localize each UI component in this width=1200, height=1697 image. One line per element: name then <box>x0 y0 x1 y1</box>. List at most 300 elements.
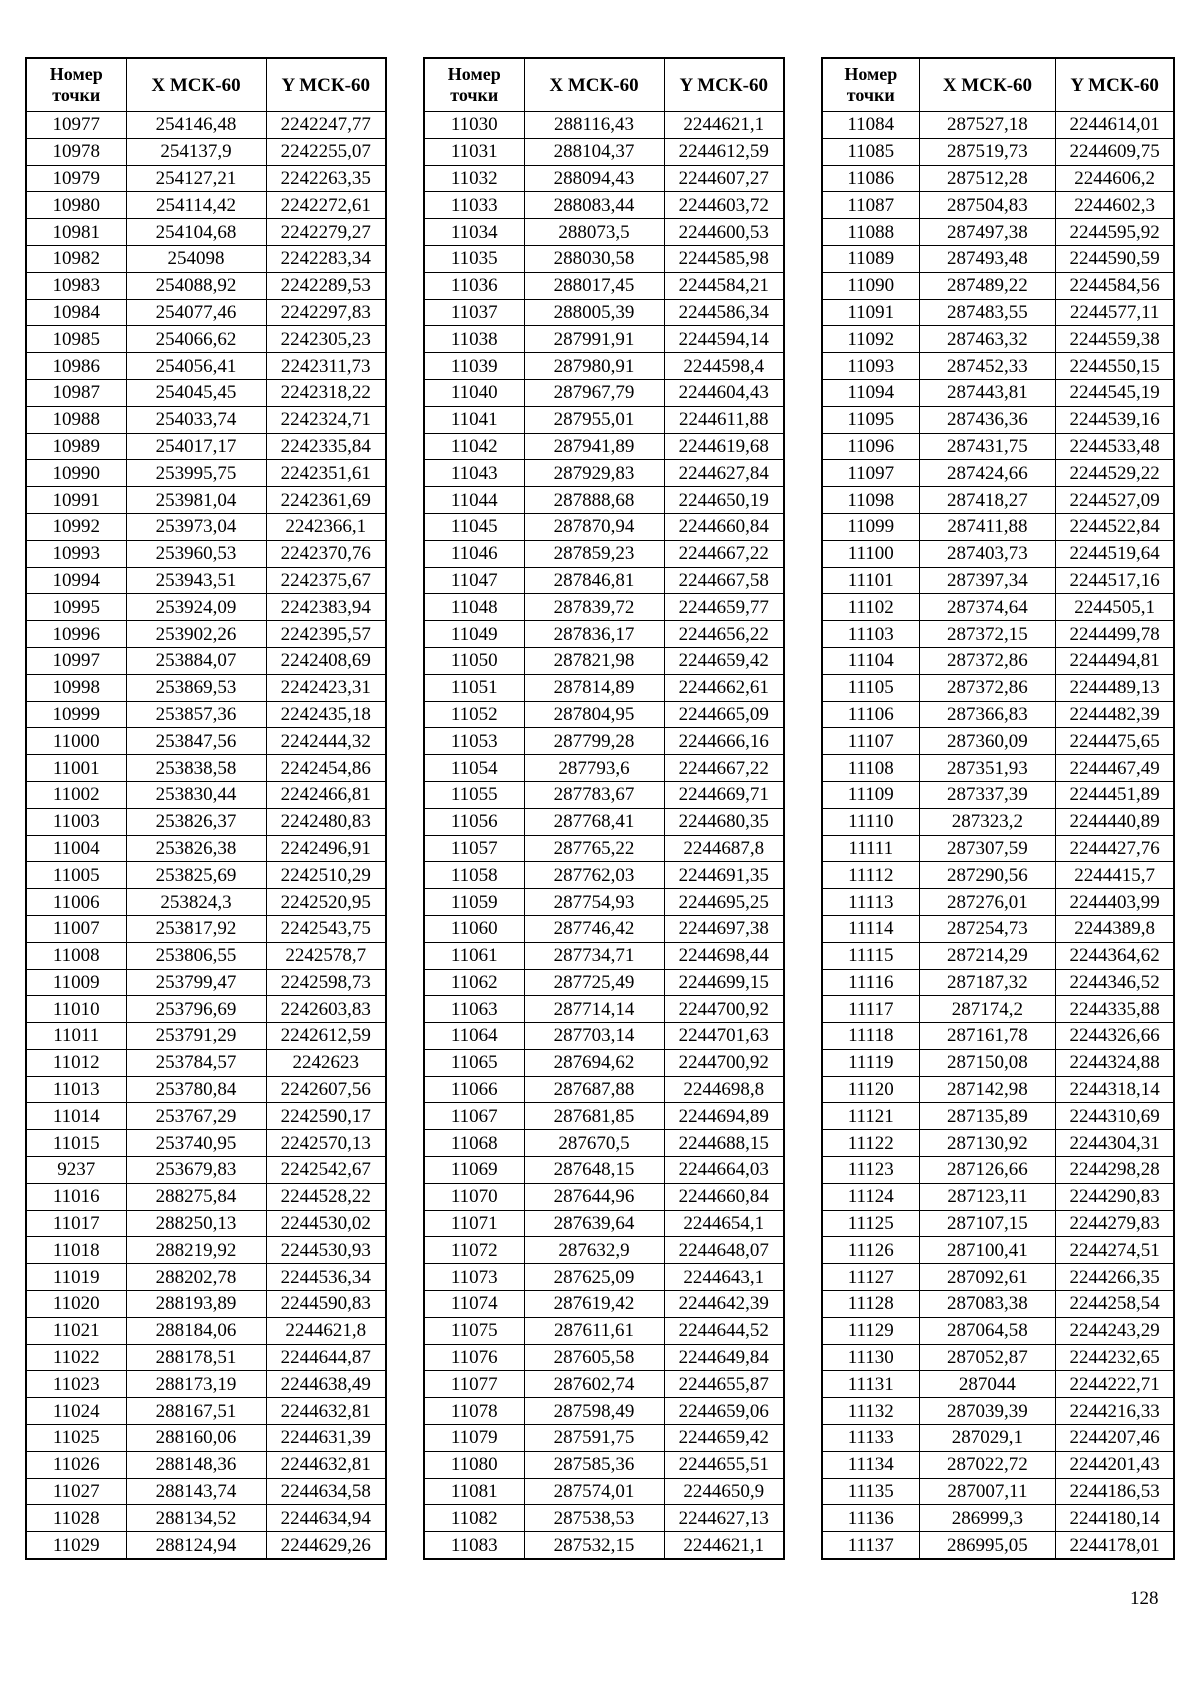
point-number-cell: 11069 <box>424 1157 524 1184</box>
y-coordinate-cell: 2244298,28 <box>1056 1157 1174 1184</box>
x-coordinate-cell: 287372,86 <box>919 674 1056 701</box>
table-row <box>424 755 784 782</box>
x-coordinate-cell: 287512,28 <box>919 165 1056 192</box>
table-row <box>26 889 386 916</box>
coordinate-table-3 <box>821 57 1175 1560</box>
point-number-cell: 11049 <box>424 621 524 648</box>
y-coordinate-cell: 2244243,29 <box>1056 1317 1174 1344</box>
x-coordinate-cell: 288193,89 <box>126 1291 266 1318</box>
x-coordinate-cell: 288073,5 <box>524 219 664 246</box>
y-coordinate-cell: 2244680,35 <box>664 808 784 835</box>
point-number-cell: 11034 <box>424 219 524 246</box>
table-row <box>424 219 784 246</box>
point-number-cell: 10998 <box>26 674 126 701</box>
y-coordinate-cell: 2244627,13 <box>664 1505 784 1532</box>
point-number-cell: 11127 <box>822 1264 919 1291</box>
table-row <box>26 1237 386 1264</box>
x-coordinate-cell: 253784,57 <box>126 1049 266 1076</box>
point-number-cell: 11057 <box>424 835 524 862</box>
y-coordinate-cell: 2244527,09 <box>1056 487 1174 514</box>
x-coordinate-cell: 287611,61 <box>524 1317 664 1344</box>
x-coordinate-cell: 253780,84 <box>126 1076 266 1103</box>
header-x: X МСК-60 <box>524 58 664 112</box>
y-coordinate-cell: 2244698,8 <box>664 1076 784 1103</box>
y-coordinate-cell: 2244346,52 <box>1056 969 1174 996</box>
table-row <box>822 1264 1174 1291</box>
x-coordinate-cell: 287431,75 <box>919 433 1056 460</box>
table-row <box>424 1425 784 1452</box>
table-row <box>26 1371 386 1398</box>
table-row <box>424 942 784 969</box>
y-coordinate-cell: 2244699,15 <box>664 969 784 996</box>
point-number-cell: 11037 <box>424 299 524 326</box>
y-coordinate-cell: 2244519,64 <box>1056 540 1174 567</box>
x-coordinate-cell: 287135,89 <box>919 1103 1056 1130</box>
x-coordinate-cell: 287694,62 <box>524 1049 664 1076</box>
x-coordinate-cell: 286995,05 <box>919 1532 1056 1559</box>
point-number-cell: 11007 <box>26 915 126 942</box>
y-coordinate-cell: 2244688,15 <box>664 1130 784 1157</box>
table-row <box>424 728 784 755</box>
point-number-cell: 10984 <box>26 299 126 326</box>
y-coordinate-cell: 2244629,26 <box>266 1532 386 1559</box>
y-coordinate-cell: 2244304,31 <box>1056 1130 1174 1157</box>
table-row <box>424 1478 784 1505</box>
point-number-cell: 11107 <box>822 728 919 755</box>
point-number-cell: 11039 <box>424 353 524 380</box>
x-coordinate-cell: 253869,53 <box>126 674 266 701</box>
point-number-cell: 10986 <box>26 353 126 380</box>
point-number-cell: 11033 <box>424 192 524 219</box>
x-coordinate-cell: 287980,91 <box>524 353 664 380</box>
table-row <box>822 460 1174 487</box>
point-number-cell: 11136 <box>822 1505 919 1532</box>
point-number-cell: 11096 <box>822 433 919 460</box>
y-coordinate-cell: 2244621,1 <box>664 112 784 139</box>
x-coordinate-cell: 287687,88 <box>524 1076 664 1103</box>
point-number-cell: 11111 <box>822 835 919 862</box>
table-row <box>26 1451 386 1478</box>
x-coordinate-cell: 287888,68 <box>524 487 664 514</box>
point-number-cell: 11003 <box>26 808 126 835</box>
point-number-cell: 11087 <box>822 192 919 219</box>
point-number-cell: 11038 <box>424 326 524 353</box>
header-y: Y МСК-60 <box>664 58 784 112</box>
point-number-cell: 11068 <box>424 1130 524 1157</box>
coordinate-table-2 <box>423 57 785 1560</box>
table-row <box>26 1049 386 1076</box>
x-coordinate-cell: 288116,43 <box>524 112 664 139</box>
x-coordinate-cell: 253838,58 <box>126 755 266 782</box>
table-row <box>822 1210 1174 1237</box>
y-coordinate-cell: 2244326,66 <box>1056 1023 1174 1050</box>
y-coordinate-cell: 2244545,19 <box>1056 379 1174 406</box>
table-row <box>822 674 1174 701</box>
table-row <box>822 245 1174 272</box>
y-coordinate-cell: 2244691,35 <box>664 862 784 889</box>
point-number-cell: 11012 <box>26 1049 126 1076</box>
point-number-cell: 11058 <box>424 862 524 889</box>
y-coordinate-cell: 2244594,14 <box>664 326 784 353</box>
x-coordinate-cell: 253826,37 <box>126 808 266 835</box>
x-coordinate-cell: 287605,58 <box>524 1344 664 1371</box>
point-number-cell: 11098 <box>822 487 919 514</box>
table-row <box>424 1317 784 1344</box>
table-row <box>822 1183 1174 1210</box>
point-number-cell: 11030 <box>424 112 524 139</box>
point-number-cell: 11129 <box>822 1317 919 1344</box>
x-coordinate-cell: 253830,44 <box>126 781 266 808</box>
table-row <box>424 272 784 299</box>
y-coordinate-cell: 2244207,46 <box>1056 1425 1174 1452</box>
y-coordinate-cell: 2244530,93 <box>266 1237 386 1264</box>
table-row <box>26 487 386 514</box>
y-coordinate-cell: 2244201,43 <box>1056 1451 1174 1478</box>
x-coordinate-cell: 287639,64 <box>524 1210 664 1237</box>
table-row <box>424 433 784 460</box>
point-number-cell: 11059 <box>424 889 524 916</box>
y-coordinate-cell: 2244180,14 <box>1056 1505 1174 1532</box>
table-row <box>822 540 1174 567</box>
point-number-cell: 11077 <box>424 1371 524 1398</box>
table-row <box>26 460 386 487</box>
x-coordinate-cell: 254045,45 <box>126 379 266 406</box>
x-coordinate-cell: 253995,75 <box>126 460 266 487</box>
point-number-cell: 11055 <box>424 781 524 808</box>
y-coordinate-cell: 2242598,73 <box>266 969 386 996</box>
table-row <box>424 299 784 326</box>
x-coordinate-cell: 288017,45 <box>524 272 664 299</box>
point-number-cell: 11048 <box>424 594 524 621</box>
x-coordinate-cell: 287443,81 <box>919 379 1056 406</box>
point-number-cell: 10991 <box>26 487 126 514</box>
table-row <box>822 1425 1174 1452</box>
point-number-cell: 11064 <box>424 1023 524 1050</box>
x-coordinate-cell: 254088,92 <box>126 272 266 299</box>
x-coordinate-cell: 287804,95 <box>524 701 664 728</box>
table-row <box>26 969 386 996</box>
y-coordinate-cell: 2244666,16 <box>664 728 784 755</box>
table-row <box>424 1210 784 1237</box>
table-row <box>424 513 784 540</box>
x-coordinate-cell: 253902,26 <box>126 621 266 648</box>
y-coordinate-cell: 2244659,42 <box>664 647 784 674</box>
y-coordinate-cell: 2244642,39 <box>664 1291 784 1318</box>
x-coordinate-cell: 253981,04 <box>126 487 266 514</box>
y-coordinate-cell: 2244584,21 <box>664 272 784 299</box>
table-row <box>822 326 1174 353</box>
table-row <box>424 1264 784 1291</box>
point-number-cell: 11022 <box>26 1344 126 1371</box>
x-coordinate-cell: 288030,58 <box>524 245 664 272</box>
y-coordinate-cell: 2242454,86 <box>266 755 386 782</box>
point-number-cell: 10990 <box>26 460 126 487</box>
table-row <box>822 1371 1174 1398</box>
x-coordinate-cell: 253767,29 <box>126 1103 266 1130</box>
point-number-cell: 11005 <box>26 862 126 889</box>
table-row <box>822 192 1174 219</box>
table-row <box>26 219 386 246</box>
y-coordinate-cell: 2244664,03 <box>664 1157 784 1184</box>
y-coordinate-cell: 2242335,84 <box>266 433 386 460</box>
y-coordinate-cell: 2244612,59 <box>664 138 784 165</box>
table-row <box>822 1344 1174 1371</box>
y-coordinate-cell: 2244324,88 <box>1056 1049 1174 1076</box>
table-row <box>424 540 784 567</box>
y-coordinate-cell: 2244654,1 <box>664 1210 784 1237</box>
point-number-cell: 11132 <box>822 1398 919 1425</box>
table-row <box>822 621 1174 648</box>
x-coordinate-cell: 287323,2 <box>919 808 1056 835</box>
point-number-cell: 11051 <box>424 674 524 701</box>
table-row <box>26 594 386 621</box>
y-coordinate-cell: 2244335,88 <box>1056 996 1174 1023</box>
y-coordinate-cell: 2244290,83 <box>1056 1183 1174 1210</box>
table-row <box>822 567 1174 594</box>
x-coordinate-cell: 287276,01 <box>919 889 1056 916</box>
x-coordinate-cell: 287489,22 <box>919 272 1056 299</box>
y-coordinate-cell: 2242383,94 <box>266 594 386 621</box>
y-coordinate-cell: 2244590,83 <box>266 1291 386 1318</box>
y-coordinate-cell: 2242247,77 <box>266 112 386 139</box>
table-row <box>26 1398 386 1425</box>
table-row <box>424 1371 784 1398</box>
table-row <box>424 192 784 219</box>
x-coordinate-cell: 288083,44 <box>524 192 664 219</box>
y-coordinate-cell: 2244364,62 <box>1056 942 1174 969</box>
point-number-cell: 11045 <box>424 513 524 540</box>
y-coordinate-cell: 2244659,06 <box>664 1398 784 1425</box>
x-coordinate-cell: 253924,09 <box>126 594 266 621</box>
point-number-cell: 10978 <box>26 138 126 165</box>
point-number-cell: 10982 <box>26 245 126 272</box>
x-coordinate-cell: 287734,71 <box>524 942 664 969</box>
point-number-cell: 11125 <box>822 1210 919 1237</box>
table-row <box>822 1049 1174 1076</box>
point-number-cell: 11075 <box>424 1317 524 1344</box>
x-coordinate-cell: 253791,29 <box>126 1023 266 1050</box>
table-row <box>822 1103 1174 1130</box>
x-coordinate-cell: 287836,17 <box>524 621 664 648</box>
table-row <box>424 1183 784 1210</box>
y-coordinate-cell: 2244178,01 <box>1056 1532 1174 1559</box>
point-number-cell: 11002 <box>26 781 126 808</box>
x-coordinate-cell: 253857,36 <box>126 701 266 728</box>
x-coordinate-cell: 287092,61 <box>919 1264 1056 1291</box>
table-row <box>424 621 784 648</box>
y-coordinate-cell: 2242272,61 <box>266 192 386 219</box>
y-coordinate-cell: 2242496,91 <box>266 835 386 862</box>
y-coordinate-cell: 2244662,61 <box>664 674 784 701</box>
y-coordinate-cell: 2242255,07 <box>266 138 386 165</box>
table-row <box>822 138 1174 165</box>
table-row <box>822 1291 1174 1318</box>
x-coordinate-cell: 287418,27 <box>919 487 1056 514</box>
table-row <box>26 433 386 460</box>
table-row <box>822 808 1174 835</box>
x-coordinate-cell: 287022,72 <box>919 1451 1056 1478</box>
point-number-cell: 11112 <box>822 862 919 889</box>
x-coordinate-cell: 287351,93 <box>919 755 1056 782</box>
y-coordinate-cell: 2244598,4 <box>664 353 784 380</box>
y-coordinate-cell: 2242297,83 <box>266 299 386 326</box>
x-coordinate-cell: 287967,79 <box>524 379 664 406</box>
y-coordinate-cell: 2242570,13 <box>266 1130 386 1157</box>
table-row <box>822 915 1174 942</box>
table-row <box>822 781 1174 808</box>
point-number-cell: 10980 <box>26 192 126 219</box>
x-coordinate-cell: 287619,42 <box>524 1291 664 1318</box>
point-number-cell: 11013 <box>26 1076 126 1103</box>
point-number-cell: 11126 <box>822 1237 919 1264</box>
point-number-cell: 11079 <box>424 1425 524 1452</box>
y-coordinate-cell: 2244638,49 <box>266 1371 386 1398</box>
page-number: 128 <box>1130 1588 1159 1609</box>
y-coordinate-cell: 2244698,44 <box>664 942 784 969</box>
y-coordinate-cell: 2242480,83 <box>266 808 386 835</box>
table-row <box>822 835 1174 862</box>
table-row <box>26 1023 386 1050</box>
point-number-cell: 11042 <box>424 433 524 460</box>
point-number-cell: 11109 <box>822 781 919 808</box>
point-number-cell: 11080 <box>424 1451 524 1478</box>
table-row <box>26 1317 386 1344</box>
point-number-cell: 11083 <box>424 1532 524 1559</box>
y-coordinate-cell: 2244659,42 <box>664 1425 784 1452</box>
point-number-cell: 11061 <box>424 942 524 969</box>
table-row <box>424 353 784 380</box>
table-row <box>26 165 386 192</box>
point-number-cell: 11074 <box>424 1291 524 1318</box>
x-coordinate-cell: 287859,23 <box>524 540 664 567</box>
point-number-cell: 11084 <box>822 112 919 139</box>
table-row <box>822 1478 1174 1505</box>
point-number-cell: 11028 <box>26 1505 126 1532</box>
x-coordinate-cell: 287955,01 <box>524 406 664 433</box>
x-coordinate-cell: 288250,13 <box>126 1210 266 1237</box>
table-row <box>26 1505 386 1532</box>
header-x: X МСК-60 <box>126 58 266 112</box>
point-number-cell: 10999 <box>26 701 126 728</box>
table-row <box>424 781 784 808</box>
y-coordinate-cell: 2244604,43 <box>664 379 784 406</box>
y-coordinate-cell: 2242542,67 <box>266 1157 386 1184</box>
point-number-cell: 10981 <box>26 219 126 246</box>
point-number-cell: 11015 <box>26 1130 126 1157</box>
y-coordinate-cell: 2244529,22 <box>1056 460 1174 487</box>
point-number-cell: 11089 <box>822 245 919 272</box>
point-number-cell: 11043 <box>424 460 524 487</box>
y-coordinate-cell: 2244667,58 <box>664 567 784 594</box>
point-number-cell: 11102 <box>822 594 919 621</box>
point-number-cell: 11137 <box>822 1532 919 1559</box>
x-coordinate-cell: 288124,94 <box>126 1532 266 1559</box>
x-coordinate-cell: 288202,78 <box>126 1264 266 1291</box>
x-coordinate-cell: 287452,33 <box>919 353 1056 380</box>
table-row <box>424 1049 784 1076</box>
point-number-cell: 11113 <box>822 889 919 916</box>
y-coordinate-cell: 2244660,84 <box>664 1183 784 1210</box>
y-coordinate-cell: 2244701,63 <box>664 1023 784 1050</box>
point-number-cell: 11004 <box>26 835 126 862</box>
y-coordinate-cell: 2244611,88 <box>664 406 784 433</box>
y-coordinate-cell: 2244649,84 <box>664 1344 784 1371</box>
point-number-cell: 11092 <box>822 326 919 353</box>
y-coordinate-cell: 2244644,52 <box>664 1317 784 1344</box>
table-row <box>26 1183 386 1210</box>
x-coordinate-cell: 253679,83 <box>126 1157 266 1184</box>
point-number-cell: 11041 <box>424 406 524 433</box>
x-coordinate-cell: 287644,96 <box>524 1183 664 1210</box>
x-coordinate-cell: 254098 <box>126 245 266 272</box>
y-coordinate-cell: 2244440,89 <box>1056 808 1174 835</box>
table-row <box>822 353 1174 380</box>
x-coordinate-cell: 287397,34 <box>919 567 1056 594</box>
point-number-cell: 11032 <box>424 165 524 192</box>
table-row <box>26 272 386 299</box>
point-number-cell: 11131 <box>822 1371 919 1398</box>
point-number-cell: 11010 <box>26 996 126 1023</box>
y-coordinate-cell: 2244606,2 <box>1056 165 1174 192</box>
table-row <box>26 299 386 326</box>
point-number-cell: 11095 <box>822 406 919 433</box>
table-row <box>26 647 386 674</box>
table-row <box>26 1130 386 1157</box>
header-point-number: Номер точки <box>424 58 524 112</box>
table-row <box>26 1344 386 1371</box>
y-coordinate-cell: 2244467,49 <box>1056 755 1174 782</box>
y-coordinate-cell: 2244700,92 <box>664 996 784 1023</box>
x-coordinate-cell: 254127,21 <box>126 165 266 192</box>
y-coordinate-cell: 2244482,39 <box>1056 701 1174 728</box>
x-coordinate-cell: 287436,36 <box>919 406 1056 433</box>
x-coordinate-cell: 288160,06 <box>126 1425 266 1452</box>
table-row <box>26 701 386 728</box>
table-row <box>822 942 1174 969</box>
y-coordinate-cell: 2244533,48 <box>1056 433 1174 460</box>
x-coordinate-cell: 287625,09 <box>524 1264 664 1291</box>
point-number-cell: 11121 <box>822 1103 919 1130</box>
y-coordinate-cell: 2244427,76 <box>1056 835 1174 862</box>
table-row <box>26 353 386 380</box>
point-number-cell: 10977 <box>26 112 126 139</box>
y-coordinate-cell: 2242370,76 <box>266 540 386 567</box>
table-row <box>822 219 1174 246</box>
table-row <box>822 513 1174 540</box>
x-coordinate-cell: 287648,15 <box>524 1157 664 1184</box>
y-coordinate-cell: 2244632,81 <box>266 1451 386 1478</box>
table-row <box>822 406 1174 433</box>
table-row <box>26 1210 386 1237</box>
point-number-cell: 11050 <box>424 647 524 674</box>
point-number-cell: 10995 <box>26 594 126 621</box>
table-row <box>26 1264 386 1291</box>
x-coordinate-cell: 287161,78 <box>919 1023 1056 1050</box>
table-row <box>26 112 386 139</box>
y-coordinate-cell: 2244695,25 <box>664 889 784 916</box>
y-coordinate-cell: 2244634,58 <box>266 1478 386 1505</box>
y-coordinate-cell: 2244650,19 <box>664 487 784 514</box>
table-row <box>424 701 784 728</box>
point-number-cell: 11097 <box>822 460 919 487</box>
table-row <box>424 969 784 996</box>
y-coordinate-cell: 2244602,3 <box>1056 192 1174 219</box>
point-number-cell: 11116 <box>822 969 919 996</box>
point-number-cell: 11062 <box>424 969 524 996</box>
point-number-cell: 11040 <box>424 379 524 406</box>
table-row <box>822 1157 1174 1184</box>
x-coordinate-cell: 287360,09 <box>919 728 1056 755</box>
